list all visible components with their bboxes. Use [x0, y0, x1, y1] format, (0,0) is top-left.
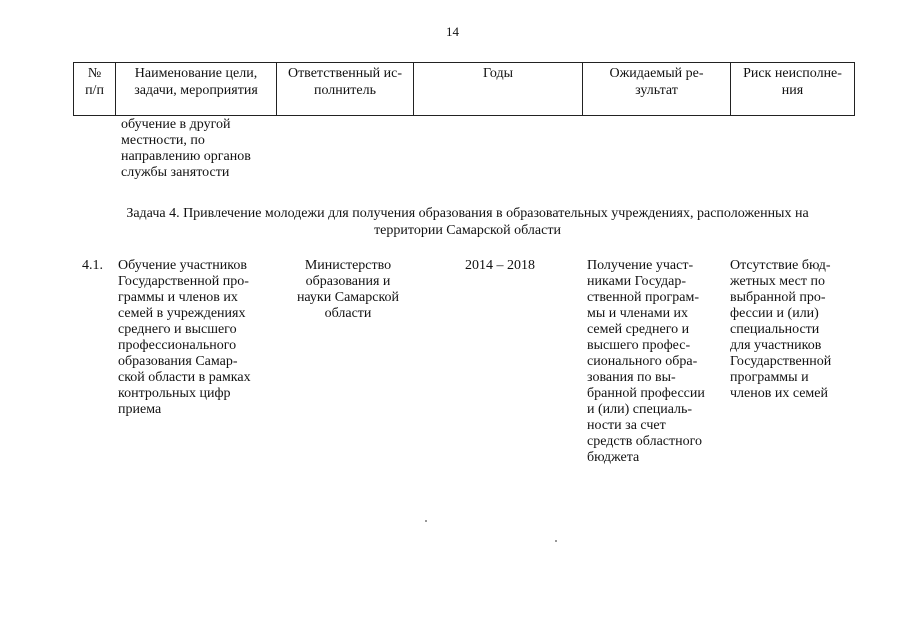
scan-speck	[555, 540, 557, 542]
header-number: № п/п	[74, 63, 116, 116]
task-heading: Задача 4. Привлечение молодежи для получения образования в образовательных учреждениях, расположенных на территории Самарской области	[126, 206, 809, 238]
header-executor: Ответственный ис- полнитель	[277, 63, 414, 116]
row-number: 4.1.	[82, 258, 103, 273]
header-years: Годы	[414, 63, 583, 116]
scan-speck	[425, 520, 427, 522]
continuation-text: обучение в другой местности, по направлению органов службы занятости	[121, 117, 251, 180]
row-years: 2014 – 2018	[465, 258, 535, 273]
header-risk: Риск неисполне- ния	[731, 63, 855, 116]
page-number: 14	[446, 24, 459, 39]
row-risk: Отсутствие бюд- жетных мест по выбранной про- фессии и (или) специальности для участников Государственной программы и членов их семей	[730, 258, 832, 401]
header-result: Ожидаемый ре- зультат	[583, 63, 731, 116]
table-header	[73, 62, 855, 116]
row-name: Обучение участников Государственной про- граммы и членов их семей в учреждениях среднего и высшего профессионального образования Самар- ской области в рамках контрольных цифр приема	[118, 258, 251, 417]
row-executor: Министерство образования и науки Самарской области	[296, 258, 400, 321]
row-result: Получение участ- никами Государ- ственной програм- мы и членами их семей среднего и высшего профес- сионального обра- зования по вы- бранной профессии и (или) специаль- ности за счет средств областного бюджета	[587, 258, 705, 465]
header-name: Наименование цели, задачи, мероприятия	[116, 63, 277, 116]
